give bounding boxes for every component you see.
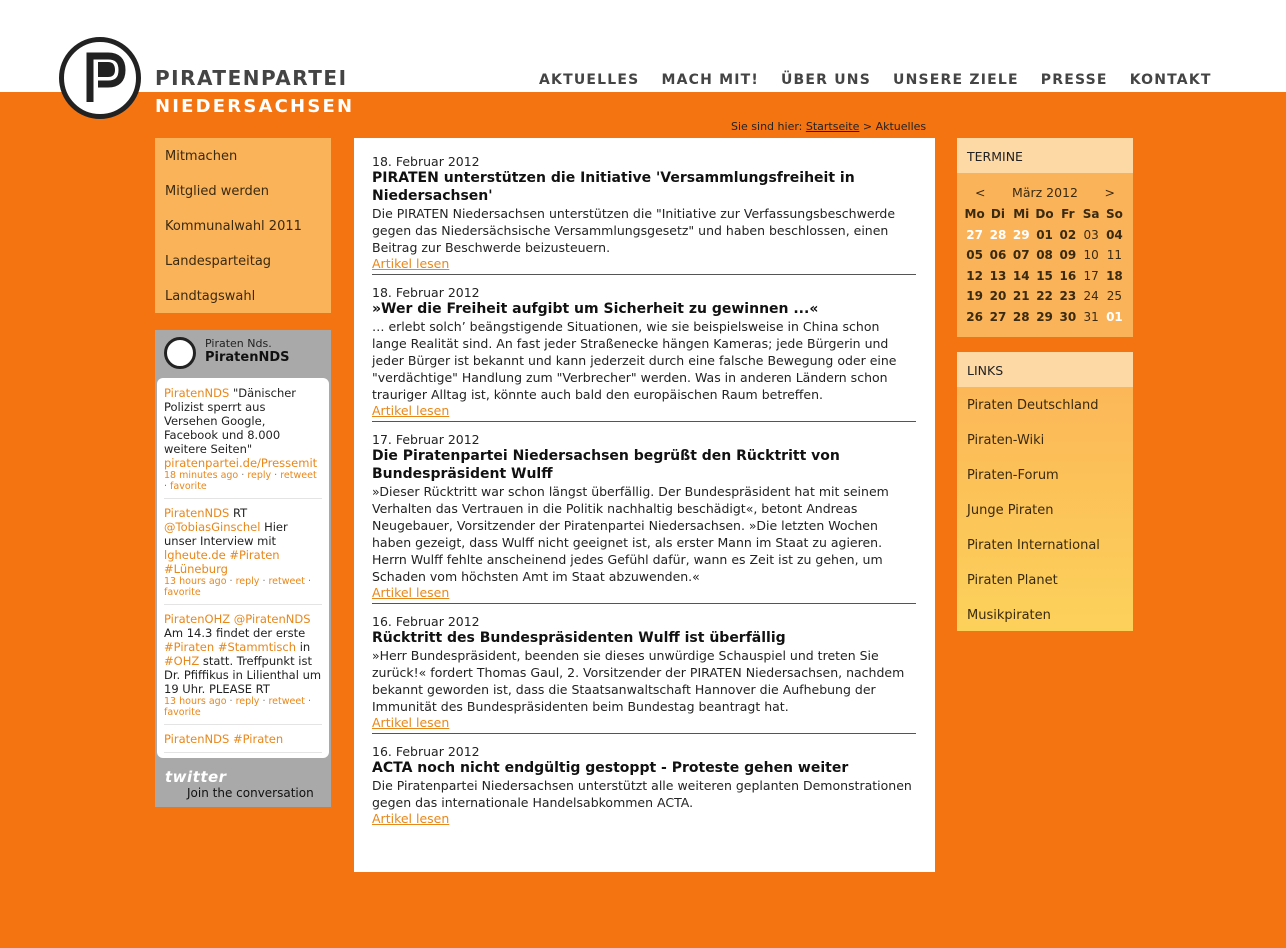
calendar-day: 10 — [1083, 248, 1099, 263]
calendar-day[interactable]: 05 — [966, 248, 983, 263]
article-item — [372, 154, 916, 275]
article-teaser: Die Piratenpartei Niedersachsen unterstützt alle weiteren geplanten Demonstrationen gegen das internationale Handelsabkommen ACTA. — [372, 778, 912, 810]
brand-name[interactable]: PIRATENPARTEI — [155, 66, 348, 90]
article-teaser: »Herr Bundespräsident, beenden sie dieses unwürdige Schauspiel und treten Sie zurück!« fordert Thomas Gaul, 2. Vorsitzender der PIRATEN Niedersachsen, nachdem bekannt geworden ist, dass die Staatsanwaltschaft Hannover die Aufhebung der Immunität des Bundespräsidenten beim Bundestag beantragt hat. — [372, 648, 905, 714]
calendar-weekday: So — [1105, 207, 1123, 222]
tweet-favorite-link[interactable]: favorite — [164, 587, 201, 598]
calendar-day[interactable]: 14 — [1012, 268, 1030, 283]
article-item — [372, 744, 916, 829]
tweet-link[interactable]: lgheute.de — [164, 548, 226, 562]
article-date: 17. Februar 2012 — [372, 432, 480, 447]
read-more-link[interactable]: Artikel lesen — [372, 811, 450, 826]
tweet-meta: 13 hours ago · reply · retweet · favorite — [164, 696, 311, 718]
article-item — [372, 432, 916, 604]
calendar-day[interactable]: 28 — [989, 227, 1007, 242]
tweet-reply-link[interactable]: reply — [235, 576, 260, 587]
article-title[interactable]: PIRATEN unterstützen die Initiative 'Versammlungsfreiheit in Niedersachsen' — [372, 170, 855, 204]
read-more-link[interactable]: Artikel lesen — [372, 403, 450, 418]
calendar-next-button[interactable]: > — [1104, 185, 1115, 200]
tweet-item — [164, 383, 322, 499]
tweet-item — [164, 729, 322, 753]
twitter-handle[interactable]: PiratenNDS — [205, 350, 290, 365]
article-item — [372, 285, 916, 422]
tweet-link[interactable]: #Piraten — [229, 548, 280, 562]
calendar-day[interactable]: 04 — [1106, 227, 1123, 242]
links-header: LINKS — [957, 352, 1133, 387]
tweet-meta: 13 hours ago · reply · retweet · favorite — [164, 576, 311, 598]
calendar-day[interactable]: 27 — [989, 309, 1007, 324]
calendar-header: TERMINE — [957, 138, 1133, 173]
link-item[interactable]: Musikpiraten — [967, 608, 1051, 623]
calendar-grid — [963, 204, 1126, 327]
article-title[interactable]: Rücktritt des Bundespräsidenten Wulff ist überfällig — [372, 630, 786, 646]
calendar-day[interactable]: 12 — [966, 268, 983, 283]
calendar-month-nav — [957, 173, 1133, 200]
tweet-link[interactable]: @PiratenNDS — [233, 612, 311, 626]
read-more-link[interactable]: Artikel lesen — [372, 585, 450, 600]
article-date: 16. Februar 2012 — [372, 614, 480, 629]
sidebar-item-landesparteitag[interactable]: Landesparteitag — [165, 254, 272, 269]
piratenpartei-logo-icon[interactable] — [59, 37, 141, 119]
calendar-weekday: Fr — [1061, 207, 1075, 222]
tweet-link[interactable]: #OHZ — [164, 654, 200, 668]
tweet-retweet-link[interactable]: retweet — [280, 470, 317, 481]
sidebar-item-mitmachen[interactable]: Mitmachen — [165, 149, 238, 164]
sidebar-nav — [155, 138, 331, 313]
sidebar-item-kommunalwahl[interactable]: Kommunalwahl 2011 — [165, 219, 302, 234]
tweet-retweet-link[interactable]: retweet — [268, 576, 305, 587]
breadcrumb-current: > Aktuelles — [862, 120, 927, 133]
calendar-day[interactable]: 18 — [1106, 268, 1123, 283]
calendar-day[interactable]: 08 — [1036, 248, 1053, 263]
calendar-day[interactable]: 27 — [966, 227, 983, 242]
calendar-day[interactable]: 01 — [1106, 309, 1123, 324]
tweet-text: Hier unser Interview mit — [164, 520, 288, 548]
breadcrumb-home-link[interactable]: Startseite — [805, 120, 860, 133]
article-title[interactable]: Die Piratenpartei Niedersachsen begrüßt den Rücktritt von Bundespräsident Wulff — [372, 448, 840, 482]
article-title[interactable]: »Wer die Freiheit aufgibt um Sicherheit zu gewinnen ...« — [372, 301, 819, 317]
article-list — [354, 138, 935, 872]
calendar-weekday: Di — [990, 207, 1005, 222]
link-item[interactable]: Piraten-Forum — [967, 468, 1059, 483]
links-box — [957, 352, 1133, 631]
tweet-text: RT — [229, 506, 248, 520]
link-item[interactable]: Piraten-Wiki — [967, 433, 1045, 448]
calendar-weekday: Mi — [1013, 207, 1030, 222]
link-item[interactable]: Piraten International — [967, 538, 1100, 553]
sidebar-item-mitglied-werden[interactable]: Mitglied werden — [165, 184, 270, 199]
calendar-day[interactable]: 26 — [966, 309, 983, 324]
calendar-day[interactable]: 16 — [1059, 268, 1077, 283]
tweet-link[interactable]: #Piraten — [232, 732, 284, 746]
calendar-day[interactable]: 30 — [1059, 309, 1077, 324]
article-item — [372, 614, 916, 734]
calendar-day[interactable]: 07 — [1012, 248, 1030, 263]
calendar-day[interactable]: 19 — [966, 289, 983, 304]
tweet-favorite-link[interactable]: favorite — [170, 481, 207, 492]
twitter-display-name: Piraten Nds. — [205, 337, 272, 350]
nav-aktuelles[interactable]: AKTUELLES — [539, 72, 640, 88]
twitter-logo[interactable]: twitter — [165, 768, 227, 786]
tweet-text: statt. Treffpunkt ist Dr. Pfiffikus in Lilienthal um 19 Uhr. PLEASE RT — [164, 654, 322, 696]
tweet-link[interactable]: PiratenOHZ — [164, 612, 231, 626]
calendar-day[interactable]: 21 — [1012, 289, 1030, 304]
calendar-widget — [957, 138, 1133, 337]
tweet-reply-link[interactable]: reply — [247, 470, 272, 481]
nav-kontakt[interactable]: KONTAKT — [1129, 72, 1212, 88]
tweet-timestamp[interactable]: 13 hours ago — [164, 576, 227, 587]
calendar-day[interactable]: 28 — [1012, 309, 1030, 324]
calendar-month-label: März 2012 — [1012, 185, 1078, 200]
tweet-link[interactable]: PiratenNDS — [164, 732, 230, 746]
link-item[interactable]: Piraten Planet — [967, 573, 1058, 588]
tweet-link[interactable]: #Piraten — [164, 640, 215, 654]
article-teaser: »Dieser Rücktritt war schon längst überfällig. Der Bundespräsident hat mit seinem Verhalten das Vertrauen in die Politik nachhaltig beschädigt«, betont Andreas Neugebauer, Vorsitzender der Piratenpartei Niedersachsen. »Die letzten Wochen haben gezeigt, dass Wulff nicht geeignet ist, als erster Mann im Staat zu agieren. Herrn Wulff fehlte anscheinend jedes Gefühl dafür, wann es Zeit ist zu gehen, um Schaden vom höchsten Amt im Staat abzuwenden.« — [372, 484, 889, 584]
link-item[interactable]: Junge Piraten — [967, 503, 1054, 518]
calendar-weekday: Sa — [1082, 207, 1100, 222]
tweet-text: Am 14.3 findet der erste — [164, 626, 306, 640]
article-teaser: Die PIRATEN Niedersachsen unterstützen die "Initiative zur Verfassungsbeschwerde gegen das Niedersächsische Versammlungsgesetz" und haben beschlossen, einen Beitrag zur Beschwerde beizusteuern. — [372, 206, 896, 255]
read-more-link[interactable]: Artikel lesen — [372, 256, 450, 271]
main-nav — [539, 72, 1234, 88]
calendar-weekday: Do — [1035, 207, 1054, 222]
article-teaser: … erlebt solch’ beängstigende Situationen, wie sie beispielsweise in China schon lange Realität sind. An fast jeder Straßenecke hängen Kameras; jede Bürgerin und jeder Bürger ist bekannt und kann jederzeit durch eine falsche Bewegung oder eine "verdächtige" Handlung zum "Verbrecher" werden. Was in anderen Ländern schon trauriger Alltag ist, könnte auch bald den europäischen Raum betreffen. — [372, 319, 897, 402]
tweet-favorite-link[interactable]: favorite — [164, 707, 201, 718]
breadcrumb — [731, 120, 926, 133]
tweet-item — [164, 503, 322, 605]
tweet-list[interactable] — [157, 378, 329, 758]
calendar-day: 03 — [1083, 227, 1099, 242]
article-date: 18. Februar 2012 — [372, 285, 480, 300]
tweet-link[interactable]: @TobiasGinschel — [164, 520, 261, 534]
calendar-day[interactable]: 01 — [1036, 227, 1053, 242]
calendar-day[interactable]: 13 — [989, 268, 1007, 283]
tweet-link[interactable]: #Stammtisch — [217, 640, 297, 654]
calendar-day[interactable]: 20 — [989, 289, 1007, 304]
tweet-link[interactable]: #Lüneburg — [164, 562, 228, 576]
article-date: 18. Februar 2012 — [372, 154, 480, 169]
brand-region[interactable]: NIEDERSACHSEN — [155, 96, 355, 117]
nav-unsere-ziele[interactable]: UNSERE ZIELE — [893, 72, 1019, 88]
tweet-item — [164, 609, 322, 725]
calendar-day[interactable]: 22 — [1036, 289, 1053, 304]
nav-mach-mit[interactable]: MACH MIT! — [661, 72, 759, 88]
twitter-footer — [165, 768, 314, 800]
nav-presse[interactable]: PRESSE — [1040, 72, 1108, 88]
tweet-link[interactable]: piratenpartei.de/Pressemit — [164, 456, 318, 470]
calendar-day: 11 — [1106, 248, 1123, 263]
tweet-retweet-link[interactable]: retweet — [268, 696, 305, 707]
tweet-link[interactable]: PiratenNDS — [164, 506, 230, 520]
calendar-day: 25 — [1106, 289, 1123, 304]
tweet-text: in — [296, 640, 311, 654]
sidebar-item-landtagswahl[interactable]: Landtagswahl — [165, 289, 256, 304]
tweet-link[interactable]: PiratenNDS — [164, 386, 230, 400]
calendar-day[interactable]: 02 — [1059, 227, 1077, 242]
article-date: 16. Februar 2012 — [372, 744, 480, 759]
nav-ueber-uns[interactable]: ÜBER UNS — [780, 72, 872, 88]
calendar-day[interactable]: 15 — [1036, 268, 1053, 283]
tweet-meta: 18 minutes ago · reply · retweet · favorite — [164, 470, 317, 492]
calendar-day: 24 — [1083, 289, 1099, 304]
twitter-widget — [155, 330, 331, 807]
tweet-timestamp[interactable]: 13 hours ago — [164, 696, 227, 707]
tweet-timestamp[interactable]: 18 minutes ago — [164, 470, 239, 481]
calendar-day[interactable]: 29 — [1036, 309, 1053, 324]
article-title[interactable]: ACTA noch nicht endgültig gestoppt - Proteste gehen weiter — [372, 760, 849, 776]
breadcrumb-prefix: Sie sind hier: — [731, 120, 803, 133]
twitter-widget-header — [155, 330, 331, 377]
link-item[interactable]: Piraten Deutschland — [967, 398, 1099, 413]
calendar-day: 17 — [1083, 268, 1099, 283]
read-more-link[interactable]: Artikel lesen — [372, 715, 450, 730]
avatar[interactable] — [164, 337, 196, 369]
calendar-prev-button[interactable]: < — [975, 185, 986, 200]
calendar-day[interactable]: 06 — [989, 248, 1007, 263]
calendar-day: 31 — [1083, 309, 1099, 324]
calendar-day[interactable]: 23 — [1059, 289, 1077, 304]
tweet-reply-link[interactable]: reply — [235, 696, 260, 707]
calendar-weekday: Mo — [964, 207, 985, 222]
tweet-text: "Dänischer Polizist sperrt aus Versehen Google, Facebook und 8.000 weitere Seiten" — [164, 386, 297, 456]
calendar-day[interactable]: 29 — [1012, 227, 1030, 242]
calendar-day[interactable]: 09 — [1059, 248, 1077, 263]
join-conversation-link[interactable]: Join the conversation — [187, 786, 314, 800]
